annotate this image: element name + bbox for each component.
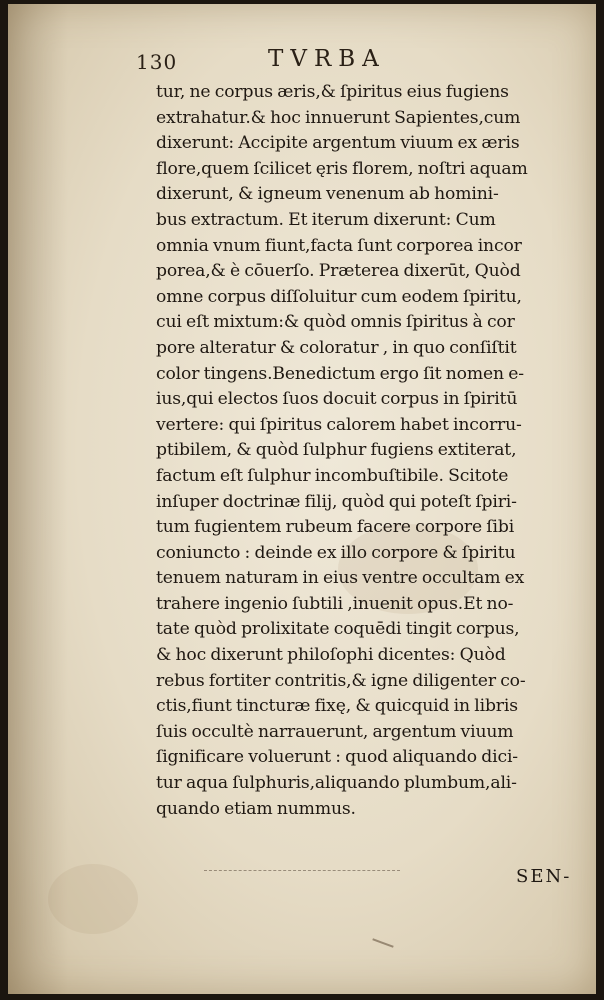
text-line: porea,& è cōuerſo. Præterea dixerūt, Quòd bbox=[156, 261, 521, 282]
text-line: tum fugientem rubeum facere corpore ſibi bbox=[156, 517, 515, 538]
text-line: bus extractum. Et iterum dixerunt: Cum bbox=[156, 209, 496, 230]
text-line: dixerunt: Accipite argentum viuum ex æris bbox=[156, 133, 520, 154]
paper-stain bbox=[48, 864, 138, 934]
text-line: tate quòd prolixitate coquēdi tingit corpus, bbox=[156, 619, 520, 640]
body-text bbox=[156, 80, 588, 822]
text-line: extrahatur.& hoc innuerunt Sapientes,cum bbox=[156, 107, 521, 128]
book-page bbox=[8, 4, 596, 994]
closing-rule bbox=[204, 870, 400, 871]
text-line: ſignificare voluerunt : quod aliquando dici- bbox=[156, 747, 518, 768]
text-line: dixerunt, & igneum venenum ab homini- bbox=[156, 184, 499, 205]
page-gutter-shadow bbox=[8, 4, 68, 994]
text-line: omne corpus diſſoluitur cum eodem ſpiritu, bbox=[156, 286, 522, 307]
text-line: cui eſt mixtum:& quòd omnis ſpiritus à cor bbox=[156, 312, 515, 333]
catchword: SEN- bbox=[516, 866, 572, 887]
text-line: ctis,fiunt tincturæ fixę, & quicquid in libris bbox=[156, 696, 518, 717]
text-line: tenuem naturam in eius ventre occultam ex bbox=[156, 568, 525, 589]
page-header bbox=[136, 46, 576, 74]
text-line: ius,qui electos ſuos docuit corpus in ſpiritū bbox=[156, 389, 518, 410]
text-line: tur aqua ſulphuris,aliquando plumbum,ali- bbox=[156, 773, 517, 794]
text-line: tur, ne corpus æris,& ſpiritus eius fugiens bbox=[156, 82, 509, 102]
text-line: & hoc dixerunt philoſophi dicentes: Quòd bbox=[156, 645, 506, 666]
text-line: color tingens.Benedictum ergo ſit nomen e- bbox=[156, 363, 524, 384]
text-line: vertere: qui ſpiritus calorem habet incorru- bbox=[156, 414, 522, 435]
text-line: quando etiam nummus. bbox=[156, 798, 356, 819]
text-line: coniuncto : deinde ex illo corpore & ſpiritu bbox=[156, 542, 516, 563]
text-line: ptibilem, & quòd ſulphur fugiens extiterat, bbox=[156, 440, 517, 461]
text-line: ſuis occultè narrauerunt, argentum viuum bbox=[156, 721, 514, 742]
text-line: omnia vnum fiunt,facta ſunt corporea incor bbox=[156, 235, 522, 256]
page-number: 130 bbox=[136, 50, 178, 74]
text-line: factum eſt ſulphur incombuſtibile. Scitote bbox=[156, 465, 509, 486]
text-line: pore alteratur & coloratur , in quo conſiſtit bbox=[156, 337, 517, 358]
running-title: TVRBA bbox=[268, 46, 386, 72]
text-line: trahere ingenio ſubtili ,inuenit opus.Et no- bbox=[156, 593, 514, 614]
paper-crease bbox=[372, 938, 393, 947]
text-line: inſuper doctrinæ filij, quòd qui poteſt ſpiri- bbox=[156, 491, 517, 512]
text-line: rebus fortiter contritis,& igne diligenter co- bbox=[156, 670, 526, 691]
text-line: flore,quem ſcilicet ęris florem, noſtri aquam bbox=[156, 158, 528, 179]
